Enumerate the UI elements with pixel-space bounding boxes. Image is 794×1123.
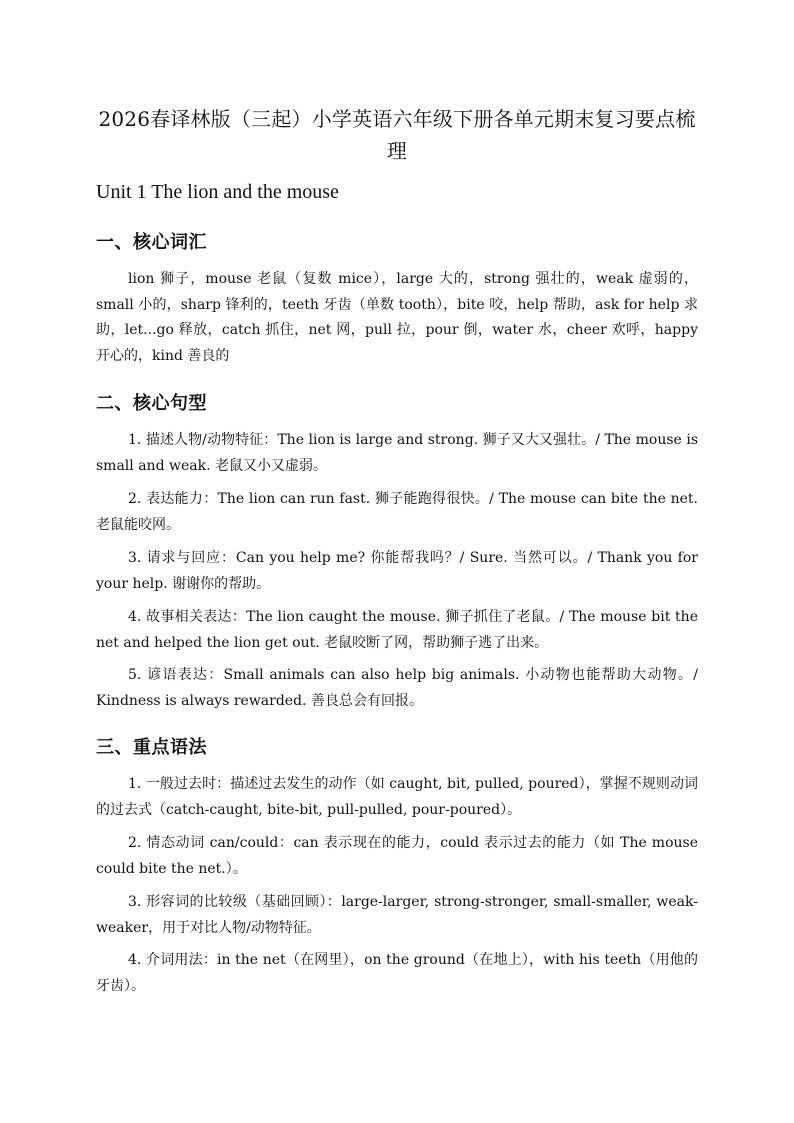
grammar-item: 1. 一般过去时：描述过去发生的动作（如 caught, bit, pulled, poured），掌握不规则动词的过去式（catch-caught, bite-bit, pull-pulled, pour-poured）。 (96, 776, 698, 818)
grammar-item: 3. 形容词的比较级（基础回顾）：large-larger, strong-stronger, small-smaller, weak-weaker，用于对比人物/动物特征。 (96, 894, 698, 936)
section-heading-sentences: 二、核心句型 (96, 393, 207, 414)
unit-title: Unit 1 The lion and the mouse (96, 181, 339, 203)
section-heading-vocabulary: 一、核心词汇 (96, 232, 207, 253)
sentence-item: 4. 故事相关表达：The lion caught the mouse. 狮子抓住了老鼠。/ The mouse bit the net and helped the lion get out. 老鼠咬断了网，帮助狮子逃了出来。 (96, 609, 698, 651)
grammar-item: 4. 介词用法：in the net（在网里），on the ground（在地上），with his teeth（用他的牙齿）。 (96, 952, 698, 994)
sentence-item: 2. 表达能力：The lion can run fast. 狮子能跑得很快。/ The mouse can bite the net. 老鼠能咬网。 (96, 491, 698, 533)
vocabulary-paragraph: lion 狮子，mouse 老鼠（复数 mice），large 大的，strong 强壮的，weak 虚弱的，small 小的，sharp 锋利的，teeth 牙齿（单数 tooth），bite 咬，help 帮助，ask for help 求助，let...go 释放，catch 抓住，net 网，pull 拉，pour 倒，water 水，cheer 欢呼，happy 开心的，kind 善良的 (96, 271, 698, 364)
sentence-item: 5. 谚语表达：Small animals can also help big animals. 小动物也能帮助大动物。/ Kindness is always rewarded. 善良总会有回报。 (96, 667, 698, 709)
section-heading-grammar: 三、重点语法 (96, 737, 207, 758)
sentence-item: 3. 请求与回应：Can you help me? 你能帮我吗？/ Sure. 当然可以。/ Thank you for your help. 谢谢你的帮助。 (96, 550, 698, 592)
sentence-item: 1. 描述人物/动物特征：The lion is large and strong. 狮子又大又强壮。/ The mouse is small and weak. 老鼠又小又虚弱。 (96, 432, 698, 474)
grammar-item: 2. 情态动词 can/could：can 表示现在的能力，could 表示过去的能力（如 The mouse could bite the net.）。 (96, 835, 698, 877)
document-title: 2026春译林版（三起）小学英语六年级下册各单元期末复习要点梳理 (98, 107, 696, 163)
